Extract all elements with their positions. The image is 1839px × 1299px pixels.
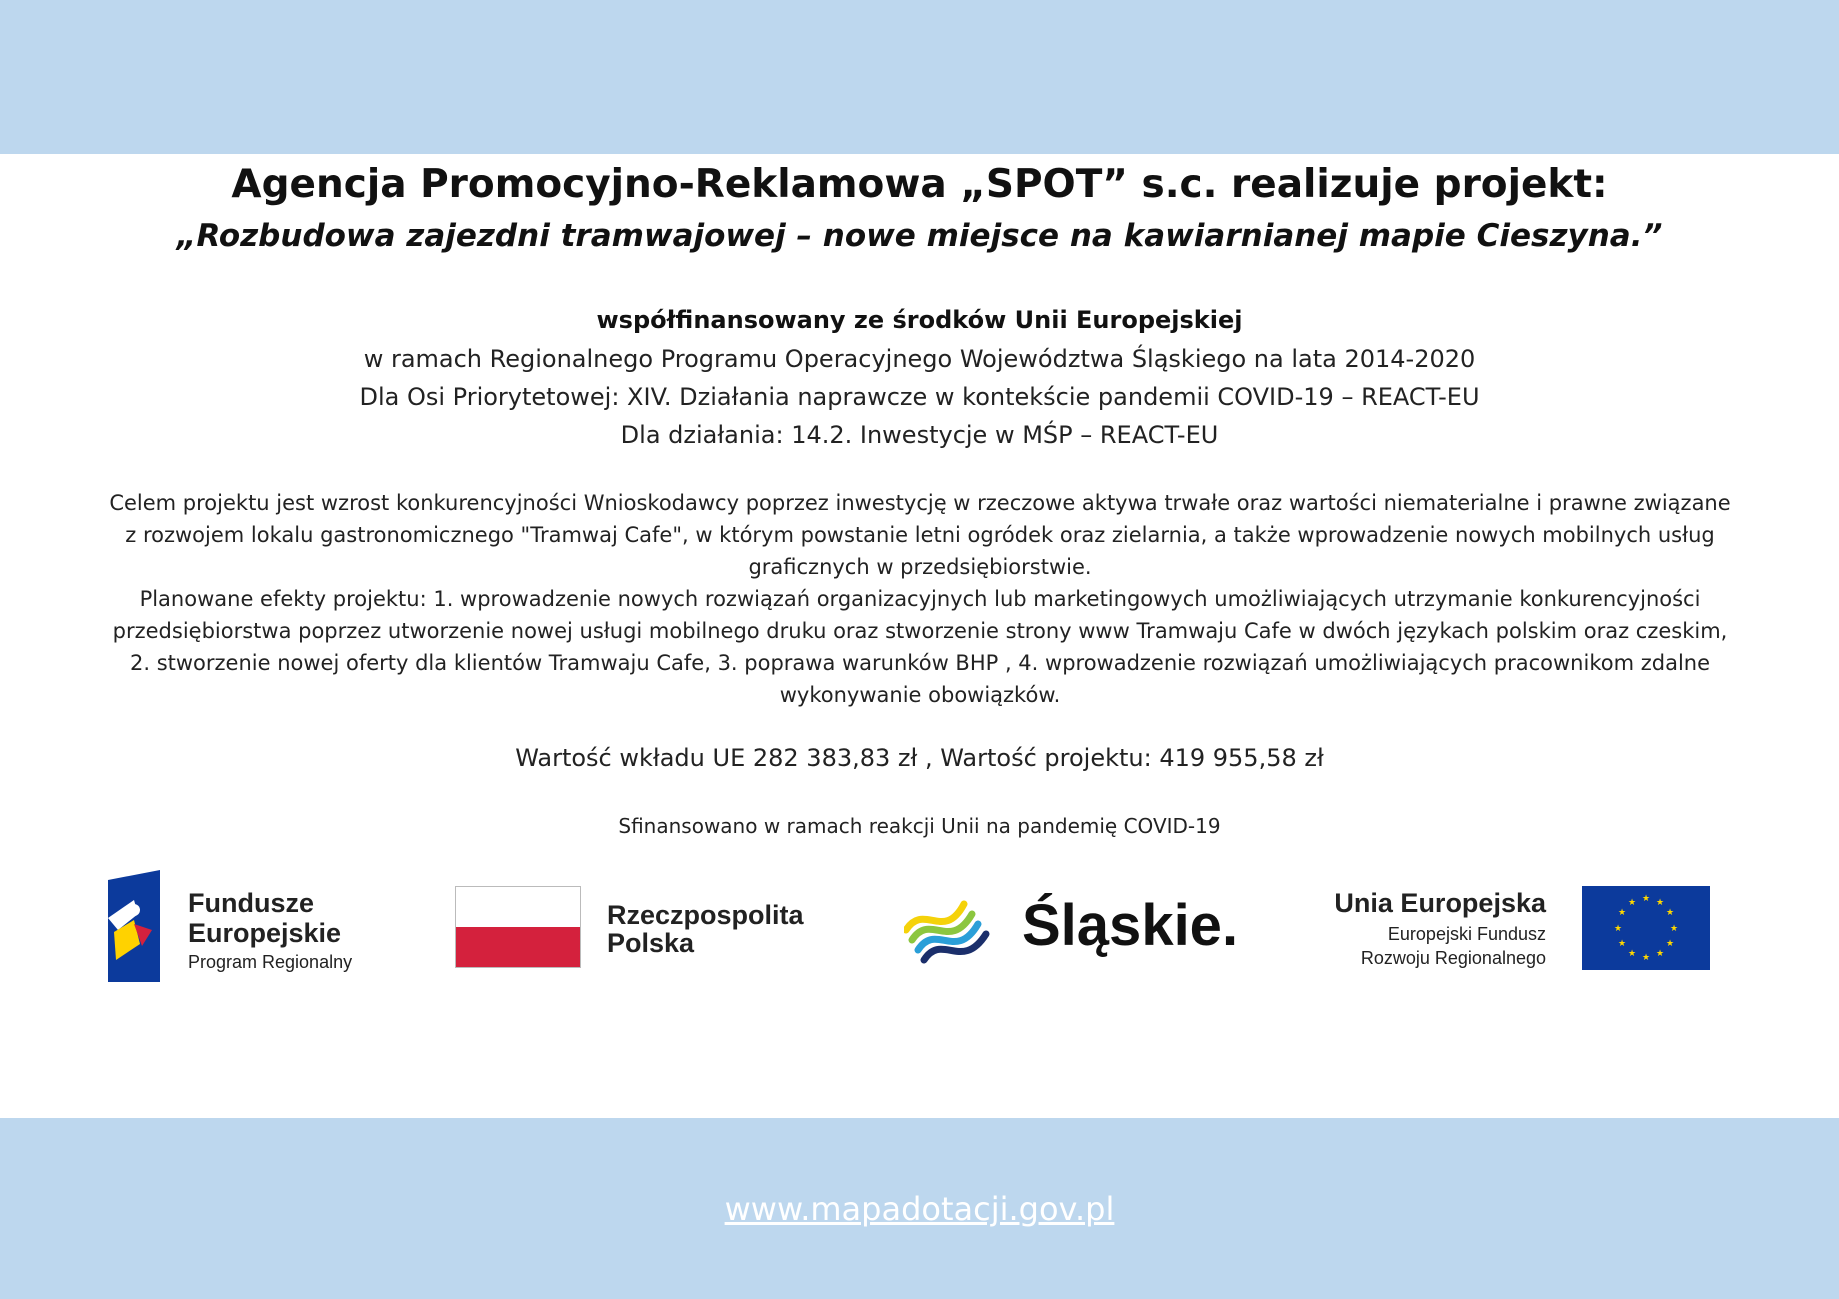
- project-values: Wartość wkładu UE 282 383,83 zł , Wartość projektu: 419 955,58 zł: [515, 744, 1324, 772]
- svg-text:★: ★: [1627, 949, 1637, 959]
- fundusze-europejskie-logo: [104, 870, 384, 982]
- fe-emblem-icon: [104, 870, 162, 982]
- description-line: graficznych w przedsiębiorstwie.: [748, 555, 1092, 579]
- ue-line2: Europejski Fundusz: [1387, 924, 1546, 944]
- project-description: [70, 487, 1770, 711]
- svg-text:★: ★: [1641, 953, 1651, 963]
- unia-europejska-logo: [1320, 886, 1710, 972]
- fe-line3: Program Regionalny: [188, 952, 353, 972]
- description-line: z rozwojem lokalu gastronomicznego "Tramwaj Cafe", w którym powstanie letni ogródek oraz zielarnia, a także wprowadzenie nowych mobilnych usług: [125, 523, 1715, 547]
- financed-note: Sfinansowano w ramach reakcji Unii na pandemię COVID-19: [618, 814, 1221, 838]
- ue-line1: Unia Europejska: [1334, 888, 1546, 918]
- description-line: przedsiębiorstwa poprzez utworzenie nowej usługi mobilnego druku oraz stworzenie strony www Tramwaju Cafe w dwóch językach polskim oraz czeskim,: [112, 619, 1728, 643]
- svg-text:★: ★: [1665, 939, 1675, 949]
- ue-line3: Rozwoju Regionalnego: [1360, 948, 1546, 968]
- description-line: wykonywanie obowiązków.: [779, 683, 1061, 707]
- svg-text:★: ★: [1617, 908, 1627, 918]
- fe-line1: Fundusze: [188, 888, 314, 918]
- svg-text:★: ★: [1665, 908, 1675, 918]
- svg-text:★: ★: [1617, 939, 1627, 949]
- program-line: w ramach Regionalnego Programu Operacyjnego Województwa Śląskiego na lata 2014-2020: [363, 345, 1476, 373]
- rp-line1: Rzeczpospolita: [607, 900, 804, 930]
- svg-text:★: ★: [1613, 924, 1623, 934]
- mapadotacji-link[interactable]: www.mapadotacji.gov.pl: [724, 1190, 1115, 1228]
- svg-text:★: ★: [1627, 898, 1637, 908]
- svg-text:★: ★: [1641, 894, 1651, 904]
- page-title: Agencja Promocyjno-Reklamowa „SPOT” s.c. realizuje projekt:: [231, 162, 1608, 207]
- description-line: 2. stworzenie nowej oferty dla klientów Tramwaju Cafe, 3. poprawa warunków BHP , 4. wprowadzenie rozwiązań umożliwiających pracownikom zdalne: [129, 651, 1711, 675]
- top-band: [0, 0, 1839, 154]
- slaskie-wordmark: Śląskie.: [1022, 893, 1239, 958]
- polish-flag-icon: [455, 886, 581, 968]
- rp-line2: Polska: [607, 928, 695, 958]
- project-subtitle: „Rozbudowa zajezdni tramwajowej – nowe miejsce na kawiarnianej mapie Cieszyna.”: [176, 218, 1663, 254]
- eu-flag-icon: [1582, 886, 1710, 970]
- priority-axis-line: Dla Osi Priorytetowej: XIV. Działania naprawcze w kontekście pandemii COVID-19 – REACT-EU: [359, 383, 1480, 411]
- svg-text:★: ★: [1669, 924, 1679, 934]
- cofinanced-heading: współfinansowany ze środków Unii Europejskiej: [596, 306, 1243, 334]
- description-line: Planowane efekty projektu: 1. wprowadzenie nowych rozwiązań organizacyjnych lub marketingowych umożliwiających utrzymanie konkurencyjności: [139, 587, 1701, 611]
- slaskie-logo: [904, 880, 1264, 974]
- svg-text:★: ★: [1655, 949, 1665, 959]
- svg-text:★: ★: [1655, 898, 1665, 908]
- fe-line2: Europejskie: [188, 918, 342, 948]
- rzeczpospolita-polska-logo: [455, 886, 835, 970]
- slaskie-waves-icon: [904, 882, 994, 972]
- action-line: Dla działania: 14.2. Inwestycje w MŚP – REACT-EU: [620, 421, 1219, 449]
- description-line: Celem projektu jest wzrost konkurencyjności Wnioskodawcy poprzez inwestycję w rzeczowe aktywa trwałe oraz wartości niematerialne i prawne związane: [109, 491, 1731, 515]
